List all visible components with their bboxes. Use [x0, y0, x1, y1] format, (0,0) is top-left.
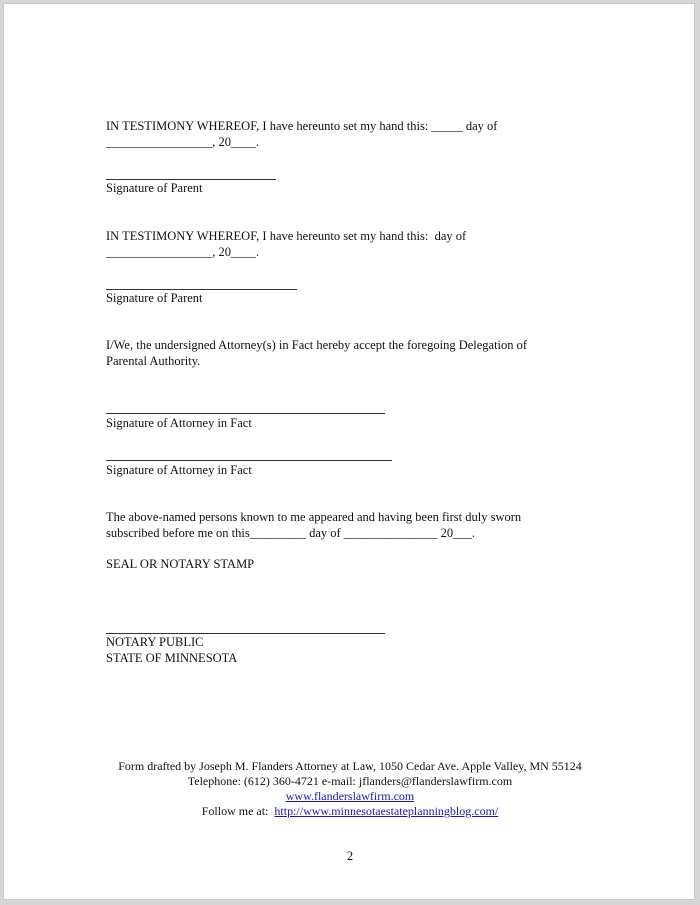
acceptance-line-1: I/We, the undersigned Attorney(s) in Fact hereby accept the foregoing Delegation of	[106, 338, 528, 352]
follow-label: Follow me at:	[201, 804, 269, 818]
notary-public-label: NOTARY PUBLIC	[106, 635, 204, 649]
parent-signature-line-1	[106, 179, 276, 180]
footer-contact: Telephone: (612) 360-4721 e-mail: jflanders@flanderslawfirm.com	[187, 774, 513, 788]
attorney-signature-line-2	[106, 460, 392, 461]
footer-follow-row	[4, 804, 696, 819]
notary-line-2: subscribed before me on this_________ day of _______________ 20___.	[106, 526, 476, 540]
page-number: 2	[346, 849, 354, 863]
testimony-1-line-2: _________________, 20____.	[106, 135, 260, 149]
footer-website-row	[4, 789, 696, 804]
footer-drafted-by: Form drafted by Joseph M. Flanders Attorney at Law, 1050 Cedar Ave. Apple Valley, MN 55124	[118, 759, 582, 773]
parent-signature-label-1: Signature of Parent	[106, 181, 203, 195]
testimony-2-line-2: _________________, 20____.	[106, 245, 260, 259]
notary-state-label: STATE OF MINNESOTA	[106, 651, 238, 665]
notary-signature-line	[106, 633, 385, 634]
testimony-1-line-1: IN TESTIMONY WHEREOF, I have hereunto set my hand this: _____ day of	[106, 119, 498, 133]
attorney-signature-label-2: Signature of Attorney in Fact	[106, 463, 252, 477]
document-page	[3, 3, 695, 900]
attorney-signature-line-1	[106, 413, 385, 414]
blog-link[interactable]: http://www.minnesotaestateplanningblog.com/	[274, 804, 499, 818]
testimony-2-line-1: IN TESTIMONY WHEREOF, I have hereunto set my hand this: day of	[106, 229, 467, 243]
attorney-signature-label-1: Signature of Attorney in Fact	[106, 416, 252, 430]
notary-line-1: The above-named persons known to me appeared and having been first duly sworn	[106, 510, 522, 524]
parent-signature-line-2	[106, 289, 297, 290]
parent-signature-label-2: Signature of Parent	[106, 291, 203, 305]
seal-or-notary-stamp: SEAL OR NOTARY STAMP	[106, 557, 255, 571]
website-link[interactable]: www.flanderslawfirm.com	[285, 789, 415, 803]
acceptance-line-2: Parental Authority.	[106, 354, 201, 368]
